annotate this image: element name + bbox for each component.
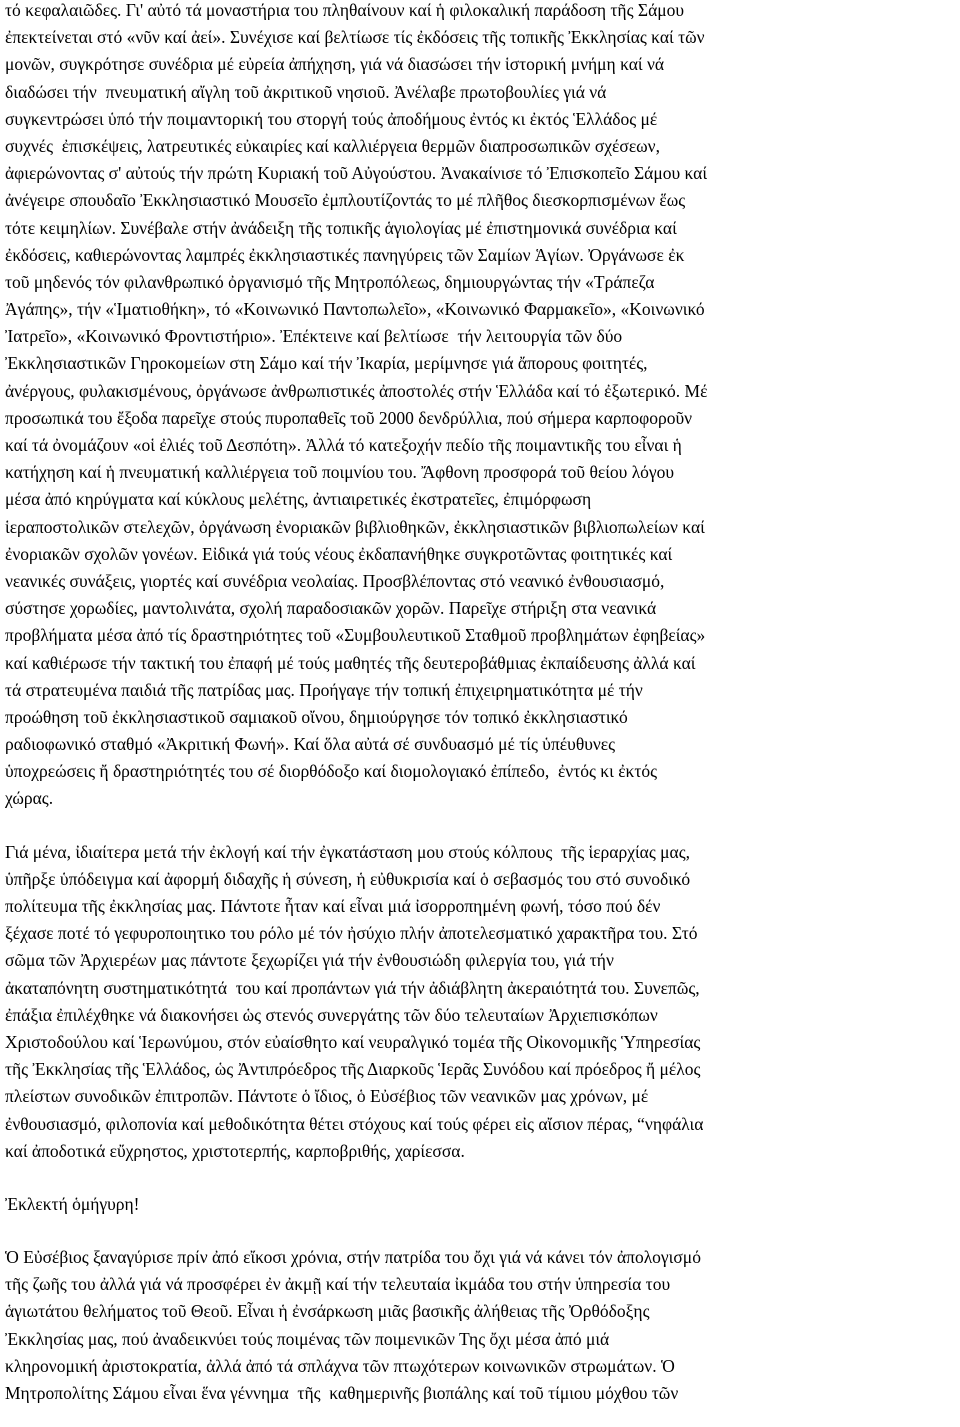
text-line: Ἰατρεῖο», «Κοινωνικό Φροντιστήριο». Ἐπέκτεινε καί βελτίωσε τήν λειτουργία τῶν δύο — [5, 326, 623, 347]
text-line: καί τά ὀνομάζουν «οἱ ἐλιές τοῦ Δεσπότη». Ἀλλά τό κατεξοχήν πεδίο τῆς ποιμαντικῆς του εἶναι ἡ — [5, 435, 682, 455]
text-line: πολίτευμα τῆς ἐκκλησίας μας. Πάντοτε ἦταν καί εἶναι μιά ἰσορροπημένη φωνή, τόσο πού δέν — [5, 896, 661, 916]
text-line: ὑποχρεώσεις ἤ δραστηριότητές του σέ διορθόδοξο καί διομολογιακό ἐπίπεδο, ἐντός κι ἐκτός — [5, 761, 658, 782]
text-line: διαδώσει τήν πνευματική αἴγλη τοῦ ἀκριτικοῦ νησιοῦ. Ἀνέλαβε πρωτοβουλίες γιά νά — [5, 81, 607, 102]
text-line: Γιά μένα, ἰδιαίτερα μετά τήν ἐκλογή καί τήν ἐγκατάσταση μου στούς κόλπους τῆς ἱεραρχίας μας, — [5, 841, 690, 862]
paragraph — [5, 1191, 957, 1218]
text-line: ἀκαταπόνητη συστηματικότητά του καί προπάντων γιά τήν ἀδιάβλητη ἀκεραιότητά του. Συνεπῶς, — [5, 977, 700, 998]
text-line: χώρας. — [5, 788, 54, 809]
text-line: κατήχηση καί ἡ πνευματική καλλιέργεια τοῦ ποιμνίου του. Ἄφθονη προσφορά τοῦ θείου λόγου — [5, 462, 675, 483]
text-line: ἐνοριακῶν σχολῶν γονέων. Εἰδικά γιά τούς νέους ἐκδαπανήθηκε συγκροτῶντας φοιτητικές καί — [5, 543, 673, 564]
paragraph-gap — [5, 1165, 957, 1191]
text-line: μέσα ἀπό κηρύγματα καί κύκλους μελέτης, ἀντιαιρετικές ἐκστρατεῖες, ἐπιμόρφωση — [5, 489, 592, 510]
text-line: τοῦ μηδενός τόν φιλανθρωπικό ὀργανισμό τῆς Μητροπόλεως, δημιουργώντας τήν «Τράπεζα — [5, 271, 655, 292]
text-line: ἐπεκτείνεται στό «νῦν καί ἀεί». Συνέχισε καί βελτίωσε τίς ἐκδόσεις τῆς τοπικῆς Ἐκκλησίας καί τῶν — [5, 27, 705, 48]
text-line: Ἐκκλησιαστικῶν Γηροκομείων στη Σάμο καί τήν Ἰκαρία, μερίμνησε γιά ἄπορους φοιτητές, — [5, 353, 648, 374]
text-line: καί καθιέρωσε τήν τακτική του ἐπαφή μέ τούς μαθητές τῆς δευτεροβάθμιας ἐκπαίδευσης ἀλλά καί — [5, 652, 696, 673]
text-line: τῆς ζωῆς του ἀλλά γιά νά προσφέρει ἐν ἀκμῇ καί τήν τελευταία ἰκμάδα του στήν ὑπηρεσία του — [5, 1274, 671, 1295]
text-line: Ἐκκλησίας μας, πού ἀναδεικνύει τούς ποιμένας τῶν ποιμενικῶν Της ὄχι μέσα ἀπό μιά — [5, 1328, 610, 1349]
text-line: ὑπῆρξε ὑπόδειγμα καί ἀφορμή διδαχῆς ἡ σύνεση, ἡ εὐθυκρισία καί ὁ σεβασμός του στό συνοδικό — [5, 868, 691, 889]
text-line: Ἐκλεκτή ὁμήγυρη! — [5, 1193, 140, 1214]
text-line: Μητροπολίτης Σάμου εἶναι ἕνα γέννημα τῆς καθημερινῆς βιοπάλης καί τοῦ τίμιου μόχθου τῶν — [5, 1383, 679, 1403]
paragraph — [5, 1244, 957, 1407]
text-line: Χριστοδούλου καί Ἱερωνύμου, στόν εὐαίσθητο καί νευραλγικό τομέα τῆς Οἰκονομικῆς Ὑπηρεσίας — [5, 1031, 701, 1052]
text-line: πλείστων συνοδικῶν ἐπιτροπῶν. Πάντοτε ὁ ἴδιος, ὁ Εὐσέβιος τῶν νεανικῶν μας χρόνων, μέ — [5, 1086, 649, 1107]
text-line: ραδιοφωνικό σταθμό «Ἀκριτική Φωνή». Καί ὅλα αὐτά σέ συνδυασμό μέ τίς ὑπέυθυνες — [5, 734, 616, 755]
text-line: προσωπικά του ἔξοδα παρεῖχε στούς πυροπαθεῖς τοῦ 2000 δενδρύλλια, πού σήμερα καρποφοροῦν — [5, 407, 693, 428]
paragraph-gap — [5, 1218, 957, 1244]
text-line: ἁγιωτάτου θελήματος τοῦ Θεοῦ. Εἶναι ἡ ἐνσάρκωση μιᾶς βασικῆς ἀλήθειας τῆς Ὀρθόδοξης — [5, 1301, 650, 1322]
text-line: τῆς Ἐκκλησίας τῆς Ἑλλάδος, ὡς Ἀντιπρόεδρος τῆς Διαρκοῦς Ἱερᾶς Συνόδου καί πρόεδρος ἤ μέλος — [5, 1059, 701, 1080]
text-line: καί ἀποδοτικά εὔχρηστος, χριστοτερπής, καρποβριθής, χαρίεσσα. — [5, 1140, 465, 1161]
text-line: Ὁ Εὐσέβιος ξαναγύρισε πρίν ἀπό εἴκοσι χρόνια, στήν πατρίδα του ὄχι γιά νά κάνει τόν ἀπολογισμό — [5, 1247, 701, 1268]
paragraph-gap — [5, 813, 957, 839]
text-line: ἐκδόσεις, καθιερώνοντας λαμπρές ἐκκλησιαστικές πανηγύρεις τῶν Σαμίων Ἁγίων. Ὀργάνωσε ἐκ — [5, 244, 685, 265]
text-line: Ἀγάπης», τήν «Ἱματιοθήκη», τό «Κοινωνικό Παντοπωλεῖο», «Κοινωνικό Φαρμακεῖο», «Κοινωνικό — [5, 299, 705, 320]
text-line: τό κεφαλαιῶδες. Γι' αὐτό τά μοναστήρια του πληθαίνουν καί ἡ φιλοκαλική παράδοση τῆς Σάμου — [5, 0, 685, 20]
text-line: ἐπάξια ἐπιλέχθηκε νά διακονήσει ὡς στενός συνεργάτης τῶν δύο τελευταίων Ἀρχιεπισκόπων — [5, 1004, 658, 1025]
text-line: μονῶν, συγκρότησε συνέδρια μέ εὐρεία ἀπήχηση, γιά νά διασώσει τήν ἱστορική μνήμη καί νά — [5, 54, 665, 75]
text-line: τά στρατευμένα παιδιά τῆς πατρίδας μας. Προήγαγε τήν τοπική ἐπιχειρηματικότητα μέ τήν — [5, 679, 643, 700]
text-line: ξέχασε ποτέ τό γεφυροποιητικο του ρόλο μέ τόν ἠσύχιο πλήν ἀποτελεσματικό χαρακτῆρα του. Στό — [5, 923, 698, 944]
text-line: προώθηση τοῦ ἐκκλησιαστικοῦ σαμιακοῦ οἴνου, δημιούργησε τόν τοπικό ἐκκλησιαστικό — [5, 706, 628, 727]
text-line: νεανικές συνάξεις, γιορτές καί συνέδρια νεολαίας. Προσβλέποντας στό νεανικό ἐνθουσιασμό, — [5, 570, 665, 591]
document-body — [5, 0, 957, 1407]
text-line: συγκεντρώσει ὑπό τήν ποιμαντορική του στοργή τούς ἀποδήμους ἐντός κι ἐκτός Ἑλλάδος μέ — [5, 108, 658, 129]
text-line: κληρονομική ἀριστοκρατία, ἀλλά ἀπό τά σπλάχνα τῶν πτωχότερων κοινωνικῶν στρωμάτων. Ὁ — [5, 1355, 675, 1376]
text-line: ἀνέγειρε σπουδαῖο Ἐκκλησιαστικό Μουσεῖο ἐμπλουτίζοντάς το μέ πλῆθος διεσκορπισμένων ἕως — [5, 190, 686, 211]
text-line: σύστησε χορωδίες, μαντολινάτα, σχολή παραδοσιακῶν χορῶν. Παρεῖχε στήριξη στα νεανικά — [5, 598, 657, 619]
paragraph — [5, 0, 957, 813]
text-line: ἀνέργους, φυλακισμένους, ὀργάνωσε ἀνθρωπιστικές ἀποστολές στήν Ἑλλάδα καί τό ἐξωτερικό. Μέ — [5, 380, 708, 401]
text-line: συχνές ἐπισκέψεις, λατρευτικές εὐκαιρίες καί καλλιέργεια θερμῶν διαπροσωπικῶν σχέσεων, — [5, 135, 660, 156]
text-line: ἐνθουσιασμό, φιλοπονία καί μεθοδικότητα θέτει στόχους καί τούς φέρει εἰς αἴσιον πέρας, “νηφάλια — [5, 1113, 704, 1134]
text-line: ἀφιερώνοντας σ' αὐτούς τήν πρώτη Κυριακή τοῦ Αὐγούστου. Ἀνακαίνισε τό Ἐπισκοπεῖο Σάμου καί — [5, 163, 708, 184]
text-line: ἱεραποστολικῶν στελεχῶν, ὀργάνωση ἐνοριακῶν βιβλιοθηκῶν, ἐκκλησιαστικῶν βιβλιοπωλείων καί — [5, 516, 705, 537]
text-line: προβλήματα μέσα ἀπό τίς δραστηριότητες τοῦ «Συμβουλευτικοῦ Σταθμοῦ προβλημάτων ἐφηβείας» — [5, 625, 706, 646]
paragraph — [5, 839, 957, 1165]
text-line: σῶμα τῶν Ἀρχιερέων μας πάντοτε ξεχωρίζει γιά τήν ἐνθουσιώδη φιλεργία του, γιά τήν — [5, 950, 614, 971]
text-line: τότε κειμηλίων. Συνέβαλε στήν ἀνάδειξη τῆς τοπικῆς ἁγιολογίας μέ ἐπιστημονικά συνέδρια καί — [5, 217, 677, 238]
